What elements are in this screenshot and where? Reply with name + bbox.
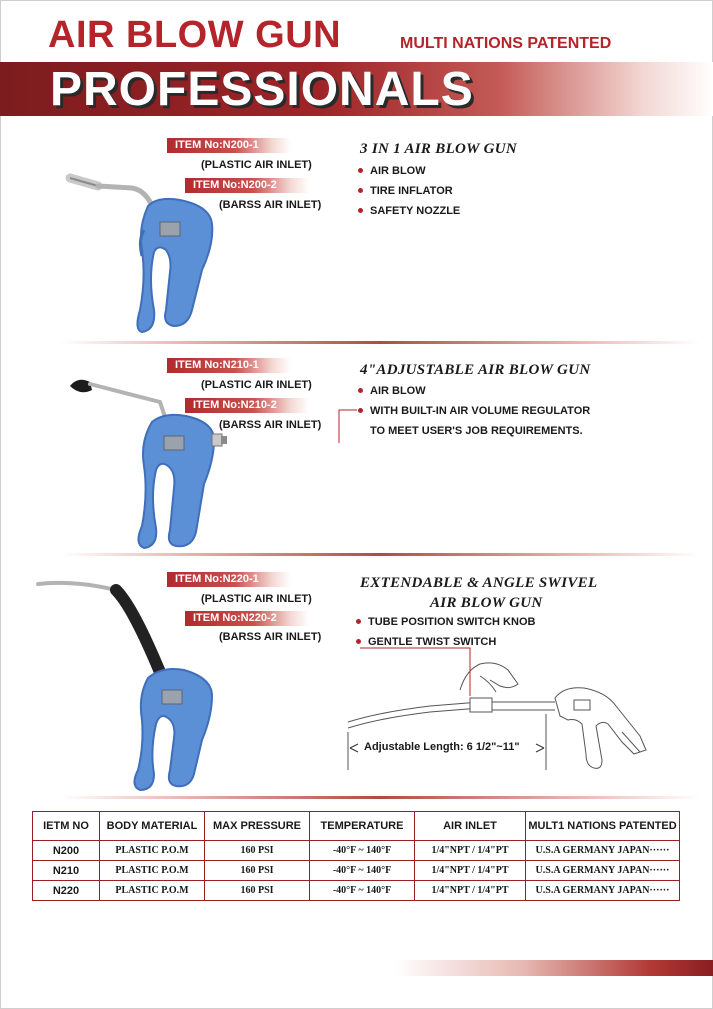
callout-line-n210 [335,405,360,445]
feature-list-n210 [358,381,590,441]
item-tag-n200-1: ITEM No:N200-1 [167,138,291,153]
cell-air-inlet: 1/4"NPT / 1/4"PT [415,881,526,901]
product-heading-n220-line2: AIR BLOW GUN [430,595,543,611]
cell-item-no: N200 [33,841,100,861]
product-heading-n220-line1: EXTENDABLE & ANGLE SWIVEL [360,575,598,591]
cell-temperature: -40°F ~ 140°F [310,841,415,861]
item-tag-n220-1: ITEM No:N220-1 [167,572,291,587]
cell-patented: U.S.A GERMANY JAPAN······ [526,881,680,901]
inlet-n220-2: (BARSS AIR INLET) [219,631,322,643]
patent-note: MULTI NATIONS PATENTED [400,35,612,52]
item-tag-n210-1: ITEM No:N210-1 [167,358,291,373]
section-divider [60,341,700,344]
air-blow-gun-n220-image [34,574,234,794]
inlet-n220-1: (PLASTIC AIR INLET) [201,593,312,605]
cell-patented: U.S.A GERMANY JAPAN······ [526,861,680,881]
cell-body-material: PLASTIC P.O.M [100,841,205,861]
specification-table [32,811,680,901]
col-header: BODY MATERIAL [100,812,205,841]
inlet-n210-1: (PLASTIC AIR INLET) [201,379,312,391]
feature-item: WITH BUILT-IN AIR VOLUME REGULATOR [358,401,590,421]
banner-text: PROFESSIONALS [50,63,474,116]
table-row [33,841,680,861]
col-header: MAX PRESSURE [205,812,310,841]
inlet-n200-2: (BARSS AIR INLET) [219,199,322,211]
cell-max-pressure: 160 PSI [205,881,310,901]
table-header-row [33,812,680,841]
col-header: TEMPERATURE [310,812,415,841]
section-divider [60,796,700,799]
inlet-n200-1: (PLASTIC AIR INLET) [201,159,312,171]
col-header: AIR INLET [415,812,526,841]
feature-item: SAFETY NOZZLE [358,201,460,221]
feature-list-n200 [358,161,460,221]
feature-item: AIR BLOW [358,381,590,401]
feature-item: TUBE POSITION SWITCH KNOB [356,612,535,632]
inlet-n210-2: (BARSS AIR INLET) [219,419,322,431]
cell-item-no: N210 [33,861,100,881]
item-tag-n220-2: ITEM No:N220-2 [185,611,309,626]
col-header: IETM NO [33,812,100,841]
section-divider [60,553,700,556]
item-tag-n200-2: ITEM No:N200-2 [185,178,309,193]
cell-body-material: PLASTIC P.O.M [100,861,205,881]
table-row [33,881,680,901]
cell-temperature: -40°F ~ 140°F [310,861,415,881]
product-heading-n210: 4"ADJUSTABLE AIR BLOW GUN [360,362,591,378]
col-header: MULT1 NATIONS PATENTED [526,812,680,841]
cell-item-no: N220 [33,881,100,901]
cell-max-pressure: 160 PSI [205,861,310,881]
item-tag-n210-2: ITEM No:N210-2 [185,398,309,413]
adjustable-length-label: Adjustable Length: 6 1/2"~11" [364,741,520,753]
page-title: AIR BLOW GUN [48,14,342,56]
feature-item: GENTLE TWIST SWITCH [356,632,535,652]
feature-item: AIR BLOW [358,161,460,181]
cell-body-material: PLASTIC P.O.M [100,881,205,901]
product-heading-n200: 3 IN 1 AIR BLOW GUN [360,141,517,157]
feature-item: TIRE INFLATOR [358,181,460,201]
feature-item: TO MEET USER'S JOB REQUIREMENTS. [370,425,583,437]
cell-temperature: -40°F ~ 140°F [310,881,415,901]
table-row [33,861,680,881]
footer-accent-bar [395,960,713,976]
cell-air-inlet: 1/4"NPT / 1/4"PT [415,841,526,861]
cell-patented: U.S.A GERMANY JAPAN······ [526,841,680,861]
cell-air-inlet: 1/4"NPT / 1/4"PT [415,861,526,881]
cell-max-pressure: 160 PSI [205,841,310,861]
